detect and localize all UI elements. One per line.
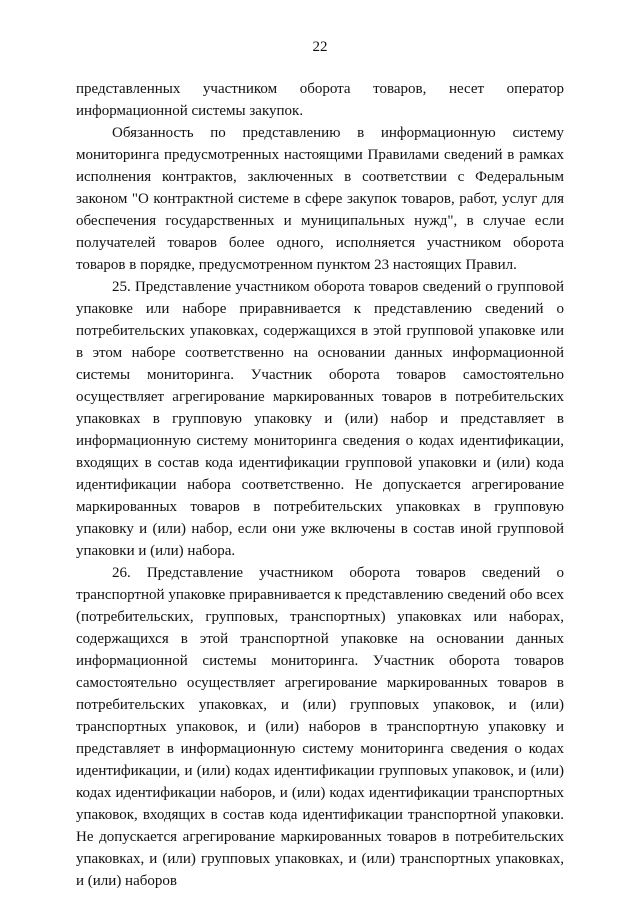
paragraph-clause-25: 25. Представление участником оборота товаров сведений о групповой упаковке или наборе приравнивается к представлению сведений о потребительских упаковках, содержащихся в этой групповой упаковке или в этом наборе соответственно на основании данных информационной системы мониторинга. Участник оборота товаров самостоятельно осуществляет агрегирование маркированных товаров в потребительских упаковках в групповую упаковку и (или) набор и представляет в информационную систему мониторинга сведения о кодах идентификации, входящих в состав кода идентификации групповой упаковки и (или) кода идентификации набора соответственно. Не допускается агрегирование маркированных товаров в потребительских упаковках в групповую упаковку и (или) набор, если они уже включены в состав иной групповой упаковки и (или) набора. — [76, 279, 564, 559]
paragraph-obligation: Обязанность по представлению в информационную систему мониторинга предусмотренных настоящими Правилами сведений в рамках исполнения контрактов, заключенных в соответствии с Федеральным законом "О контрактной системе в сфере закупок товаров, работ, услуг для обеспечения государственных и муниципальных нужд", в случае если получателей товаров более одного, исполняется участником оборота товаров в порядке, предусмотренном пунктом 23 настоящих Правил. — [76, 125, 564, 273]
document-body — [76, 78, 564, 892]
paragraph-continuation: представленных участником оборота товаров, несет оператор информационной системы закупок. — [76, 81, 564, 119]
paragraph-clause-26: 26. Представление участником оборота товаров сведений о транспортной упаковке приравнивается к представлению сведений обо всех (потребительских, групповых, транспортных) упаковках или наборах, содержащихся в этой транспортной упаковке на основании данных информационной системы мониторинга. Участник оборота товаров самостоятельно осуществляет агрегирование маркированных товаров в потребительских упаковках, и (или) групповых упаковок, и (или) транспортных упаковок, и (или) наборов в транспортную упаковку и представляет в информационную систему мониторинга сведения о кодах идентификации, и (или) кодах идентификации групповых упаковок, и (или) кодах идентификации наборов, и (или) кодах идентификации транспортных упаковок, входящих в состав кода идентификации транспортной упаковки. Не допускается агрегирование маркированных товаров в потребительских упаковках, и (или) групповых упаковках, и (или) транспортных упаковках, и (или) наборов — [76, 565, 564, 889]
page-number: 22 — [312, 39, 328, 55]
